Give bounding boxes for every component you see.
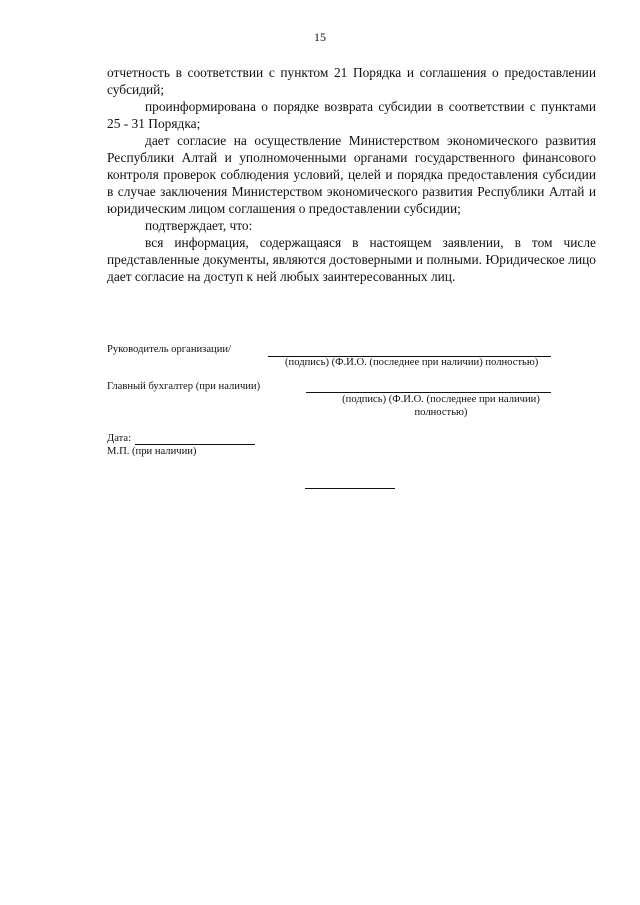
accountant-signature-caption-line2: полностью) <box>414 407 468 418</box>
accountant-signature-caption-line1: (подпись) (Ф.И.О. (последнее при наличии) <box>342 394 540 405</box>
paragraph-reporting: отчетность в соответствии с пунктом 21 Порядка и соглашения о предоставлении субсидий; <box>107 65 596 97</box>
paragraph-information-accuracy: вся информация, содержащаяся в настоящем заявлении, в том числе представленные документы, являются достоверными и полными. Юридическое лицо дает согласие на доступ к ней любых заинтересованных лиц. <box>107 235 596 284</box>
page-number: 15 <box>314 30 326 44</box>
paragraph-inspection-consent: дает согласие на осуществление Министерством экономического развития Республики Алтай и уполномоченными органами государственного финансового контроля проверок соблюдения условий, целей и порядка предоставления субсидии в случае заключения Министерством экономического развития Республики Алтай и юридическим лицом соглашения о предоставлении субсидии; <box>107 133 596 216</box>
date-label: Дата: <box>107 433 132 444</box>
seal-label: М.П. (при наличии) <box>107 446 197 457</box>
accountant-signature-label: Главный бухгалтер (при наличии) <box>107 381 261 392</box>
closing-divider <box>305 488 395 489</box>
head-signature-label: Руководитель организации/ <box>107 344 231 355</box>
paragraph-confirms: подтверждает, что: <box>145 218 253 233</box>
head-signature-caption: (подпись) (Ф.И.О. (последнее при наличии) полностью) <box>285 357 539 368</box>
body-text <box>107 64 596 285</box>
paragraph-refund-info: проинформирована о порядке возврата субсидии в соответствии с пунктами 25 - 31 Порядка; <box>107 99 596 131</box>
